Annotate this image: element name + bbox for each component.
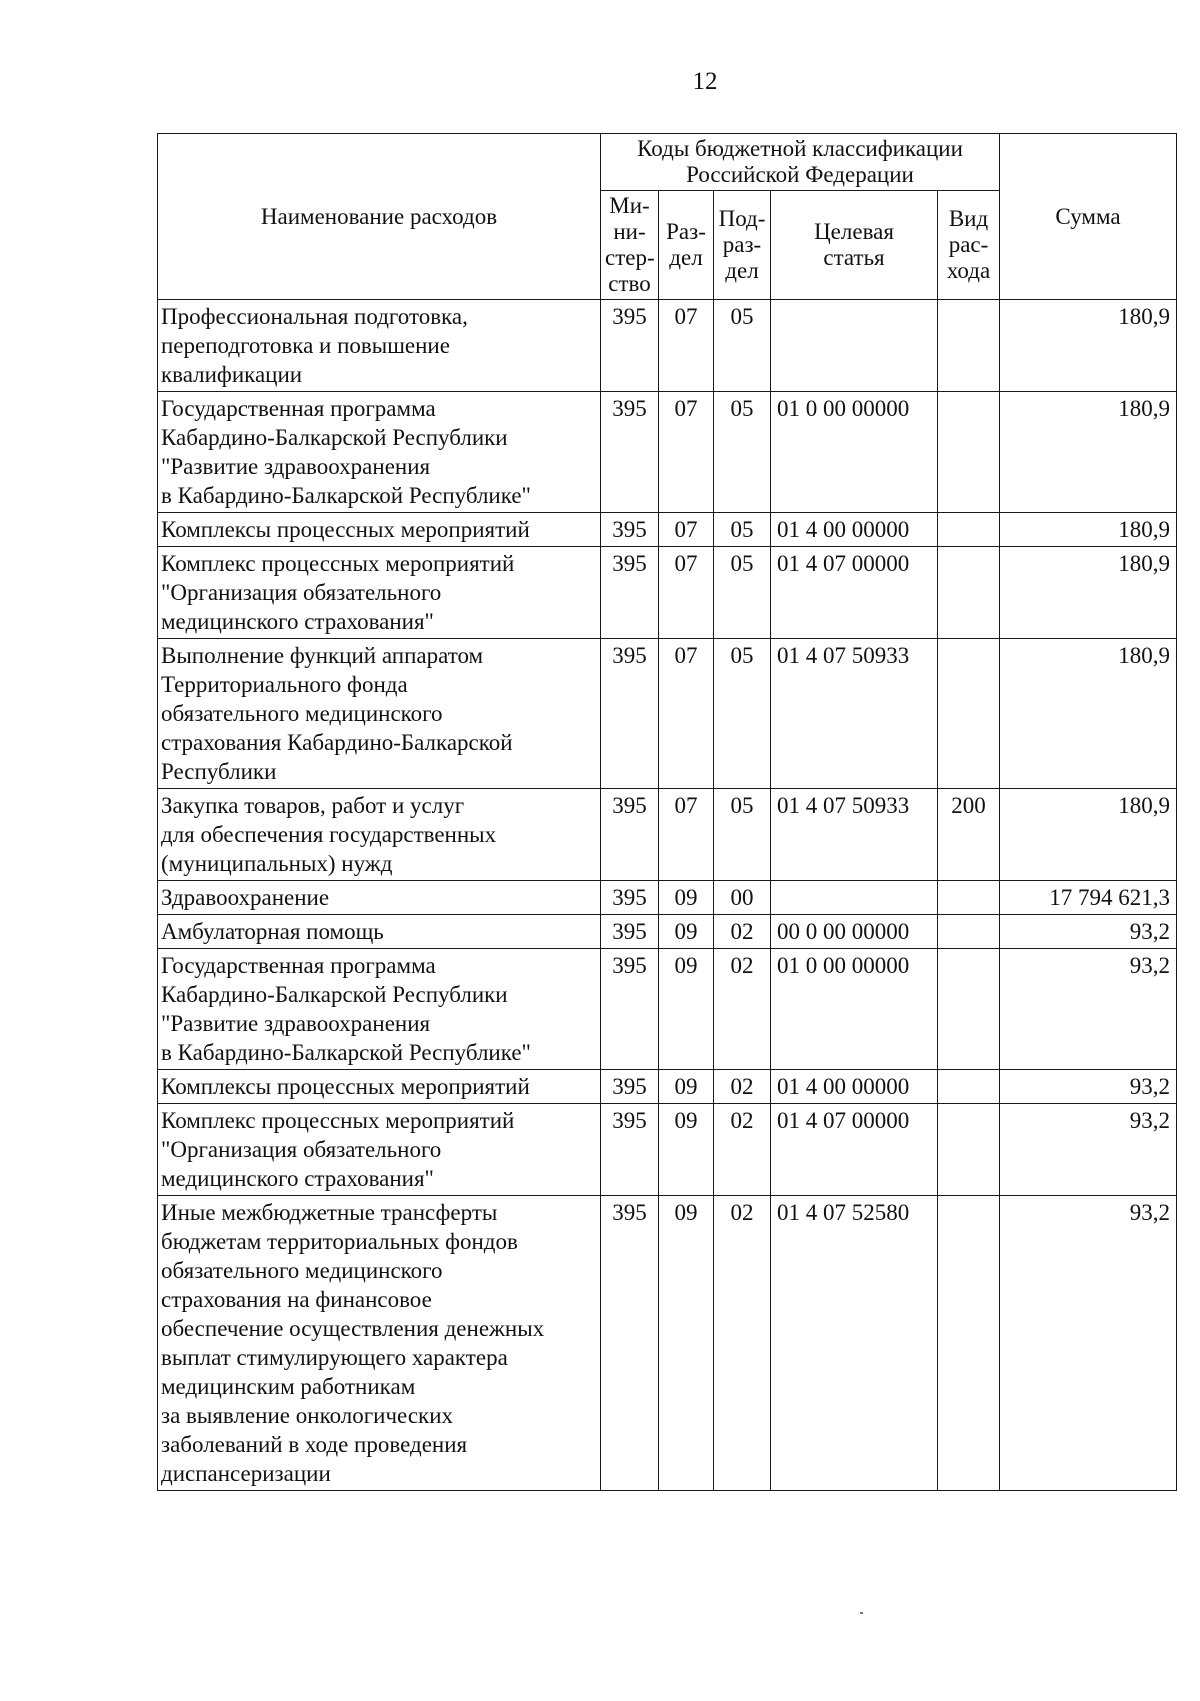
table-row bbox=[158, 949, 1177, 1070]
cell-name: Иные межбюджетные трансферты бюджетам территориальных фондов обязательного медицинского страхования на финансовое обеспечение осуществления денежных выплат стимулирующего характера медицинским работникам за выявление онкологических заболеваний в ходе проведения диспансеризации bbox=[158, 1196, 601, 1491]
cell-expense-type bbox=[938, 392, 1000, 513]
cell-sum: 93,2 bbox=[1000, 1070, 1177, 1104]
cell-section: 09 bbox=[659, 915, 714, 949]
cell-section: 07 bbox=[659, 789, 714, 881]
cell-subsection: 05 bbox=[714, 392, 771, 513]
header-expense-type: Вид рас- хода bbox=[938, 191, 1000, 300]
cell-subsection: 05 bbox=[714, 789, 771, 881]
cell-ministry: 395 bbox=[601, 513, 659, 547]
cell-name: Закупка товаров, работ и услуг для обеспечения государственных (муниципальных) нужд bbox=[158, 789, 601, 881]
cell-article: 01 4 07 00000 bbox=[771, 1104, 938, 1196]
cell-expense-type bbox=[938, 1196, 1000, 1491]
cell-subsection: 02 bbox=[714, 1104, 771, 1196]
cell-subsection: 05 bbox=[714, 513, 771, 547]
cell-section: 07 bbox=[659, 513, 714, 547]
cell-sum: 180,9 bbox=[1000, 639, 1177, 789]
table-row bbox=[158, 789, 1177, 881]
cell-article: 01 4 07 00000 bbox=[771, 547, 938, 639]
cell-ministry: 395 bbox=[601, 392, 659, 513]
cell-sum: 93,2 bbox=[1000, 1196, 1177, 1491]
cell-section: 09 bbox=[659, 949, 714, 1070]
cell-article: 01 4 07 50933 bbox=[771, 789, 938, 881]
cell-article bbox=[771, 300, 938, 392]
cell-subsection: 02 bbox=[714, 1070, 771, 1104]
header-section: Раз- дел bbox=[659, 191, 714, 300]
cell-expense-type bbox=[938, 881, 1000, 915]
cell-sum: 93,2 bbox=[1000, 915, 1177, 949]
cell-sum: 180,9 bbox=[1000, 513, 1177, 547]
cell-section: 07 bbox=[659, 547, 714, 639]
cell-name: Выполнение функций аппаратом Территориального фонда обязательного медицинского страхования Кабардино-Балкарской Республики bbox=[158, 639, 601, 789]
cell-ministry: 395 bbox=[601, 300, 659, 392]
cell-section: 09 bbox=[659, 1070, 714, 1104]
cell-name: Амбулаторная помощь bbox=[158, 915, 601, 949]
header-ministry: Ми- ни- стер- ство bbox=[601, 191, 659, 300]
table-row bbox=[158, 1196, 1177, 1491]
cell-section: 07 bbox=[659, 300, 714, 392]
cell-name: Государственная программа Кабардино-Балкарской Республики "Развитие здравоохранения в Кабардино-Балкарской Республике" bbox=[158, 392, 601, 513]
header-article: Целевая статья bbox=[771, 191, 938, 300]
cell-sum: 17 794 621,3 bbox=[1000, 881, 1177, 915]
table-row bbox=[158, 915, 1177, 949]
cell-subsection: 02 bbox=[714, 1196, 771, 1491]
cell-expense-type bbox=[938, 513, 1000, 547]
cell-sum: 93,2 bbox=[1000, 949, 1177, 1070]
header-name: Наименование расходов bbox=[158, 134, 601, 300]
cell-sum: 180,9 bbox=[1000, 300, 1177, 392]
cell-expense-type bbox=[938, 639, 1000, 789]
header-codes-group: Коды бюджетной классификации Российской Федерации bbox=[601, 134, 1000, 191]
cell-article: 01 0 00 00000 bbox=[771, 949, 938, 1070]
cell-name: Комплекс процессных мероприятий "Организация обязательного медицинского страхования" bbox=[158, 1104, 601, 1196]
cell-expense-type: 200 bbox=[938, 789, 1000, 881]
table-body bbox=[158, 300, 1177, 1491]
cell-expense-type bbox=[938, 300, 1000, 392]
cell-name: Здравоохранение bbox=[158, 881, 601, 915]
cell-section: 07 bbox=[659, 639, 714, 789]
cell-article: 01 0 00 00000 bbox=[771, 392, 938, 513]
budget-table bbox=[157, 133, 1177, 1491]
cell-ministry: 395 bbox=[601, 915, 659, 949]
cell-name: Профессиональная подготовка, переподготовка и повышение квалификации bbox=[158, 300, 601, 392]
cell-expense-type bbox=[938, 1070, 1000, 1104]
cell-expense-type bbox=[938, 949, 1000, 1070]
table-row bbox=[158, 547, 1177, 639]
cell-sum: 180,9 bbox=[1000, 392, 1177, 513]
cell-sum: 180,9 bbox=[1000, 789, 1177, 881]
cell-ministry: 395 bbox=[601, 881, 659, 915]
cell-name: Комплексы процессных мероприятий bbox=[158, 1070, 601, 1104]
table-header bbox=[158, 134, 1177, 300]
header-subsection: Под- раз- дел bbox=[714, 191, 771, 300]
cell-subsection: 05 bbox=[714, 639, 771, 789]
cell-ministry: 395 bbox=[601, 547, 659, 639]
cell-name: Комплексы процессных мероприятий bbox=[158, 513, 601, 547]
cell-article: 01 4 00 00000 bbox=[771, 513, 938, 547]
cell-article: 00 0 00 00000 bbox=[771, 915, 938, 949]
cell-sum: 180,9 bbox=[1000, 547, 1177, 639]
cell-sum: 93,2 bbox=[1000, 1104, 1177, 1196]
page-number: 12 bbox=[692, 68, 718, 95]
cell-expense-type bbox=[938, 547, 1000, 639]
cell-section: 07 bbox=[659, 392, 714, 513]
cell-subsection: 02 bbox=[714, 915, 771, 949]
cell-article bbox=[771, 881, 938, 915]
cell-ministry: 395 bbox=[601, 1070, 659, 1104]
cell-section: 09 bbox=[659, 1104, 714, 1196]
cell-subsection: 00 bbox=[714, 881, 771, 915]
cell-subsection: 02 bbox=[714, 949, 771, 1070]
table-row bbox=[158, 1070, 1177, 1104]
scan-speck bbox=[860, 1612, 863, 1614]
cell-article: 01 4 07 50933 bbox=[771, 639, 938, 789]
table-row bbox=[158, 300, 1177, 392]
cell-expense-type bbox=[938, 915, 1000, 949]
cell-subsection: 05 bbox=[714, 300, 771, 392]
cell-ministry: 395 bbox=[601, 949, 659, 1070]
cell-article: 01 4 07 52580 bbox=[771, 1196, 938, 1491]
cell-expense-type bbox=[938, 1104, 1000, 1196]
cell-section: 09 bbox=[659, 1196, 714, 1491]
table-row bbox=[158, 1104, 1177, 1196]
cell-ministry: 395 bbox=[601, 1104, 659, 1196]
cell-name: Комплекс процессных мероприятий "Организация обязательного медицинского страхования" bbox=[158, 547, 601, 639]
cell-ministry: 395 bbox=[601, 639, 659, 789]
table-row bbox=[158, 639, 1177, 789]
cell-ministry: 395 bbox=[601, 789, 659, 881]
table-row bbox=[158, 881, 1177, 915]
cell-ministry: 395 bbox=[601, 1196, 659, 1491]
table-row bbox=[158, 392, 1177, 513]
cell-section: 09 bbox=[659, 881, 714, 915]
cell-name: Государственная программа Кабардино-Балкарской Республики "Развитие здравоохранения в Кабардино-Балкарской Республике" bbox=[158, 949, 601, 1070]
header-sum: Сумма bbox=[1000, 134, 1177, 300]
cell-subsection: 05 bbox=[714, 547, 771, 639]
cell-article: 01 4 00 00000 bbox=[771, 1070, 938, 1104]
table-row bbox=[158, 513, 1177, 547]
